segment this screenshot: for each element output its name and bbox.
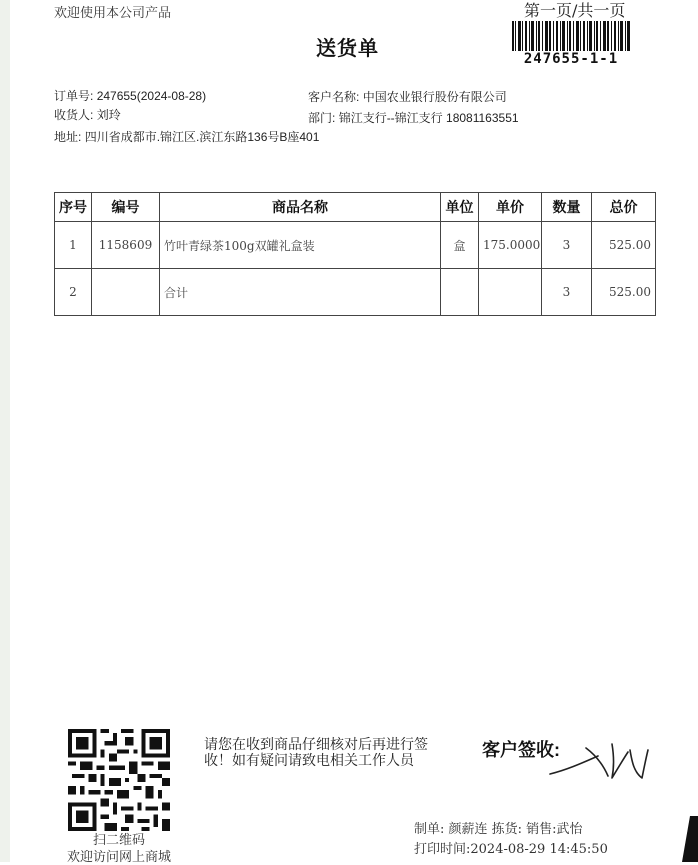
header-unit: 单位 <box>441 193 479 222</box>
receiver-label: 收货人: <box>54 108 94 122</box>
cell-index: 2 <box>55 269 92 316</box>
qr-code-icon <box>68 729 170 831</box>
cell-quantity: 3 <box>542 222 592 269</box>
header-total: 总价 <box>592 193 656 222</box>
customer-value: 中国农业银行股份有限公司 <box>362 90 507 104</box>
receiver-field <box>54 106 121 123</box>
order-number-field <box>54 87 206 104</box>
receiver-value: 刘玲 <box>96 108 121 122</box>
table-header-row <box>55 193 656 222</box>
cell-product-name: 竹叶青绿茶100g双罐礼盒装 <box>160 222 441 269</box>
receipt-notice: 请您在收到商品仔细核对后再进行签收！如有疑问请致电相关工作人员 <box>204 736 428 768</box>
customer-sign-label: 客户签收: <box>482 740 560 760</box>
table-row <box>55 222 656 269</box>
barcode-icon <box>512 21 630 51</box>
cell-product-name: 合计 <box>160 269 441 316</box>
header-index: 序号 <box>55 193 92 222</box>
address-field <box>54 128 319 145</box>
customer-field <box>308 88 507 105</box>
welcome-text: 欢迎使用本公司产品 <box>54 6 172 21</box>
header-unit-price: 单价 <box>479 193 542 222</box>
order-number-label: 订单号: <box>54 89 94 103</box>
cell-unit: 盒 <box>441 222 479 269</box>
cell-index: 1 <box>55 222 92 269</box>
staff-line: 制单: 颜薪连 拣货: 销售:武怡 <box>414 822 583 837</box>
address-value: 四川省成都市.锦江区.滨江东路136号B座401 <box>84 130 320 144</box>
customer-label: 客户名称: <box>308 90 360 104</box>
corner-shadow-icon <box>678 816 698 862</box>
header-quantity: 数量 <box>542 193 592 222</box>
cell-unit <box>441 269 479 316</box>
print-time: 打印时间:2024-08-29 14:45:50 <box>414 842 608 857</box>
address-label: 地址: <box>54 130 82 144</box>
cell-total: 525.00 <box>592 269 656 316</box>
header-code: 编号 <box>92 193 160 222</box>
document-title: 送货单 <box>316 38 379 60</box>
goods-table <box>54 192 656 316</box>
signature-icon <box>546 728 656 784</box>
department-value: 锦江支行--锦江支行 18081163551 <box>338 111 519 125</box>
department-label: 部门: <box>308 111 336 125</box>
table-row <box>55 269 656 316</box>
barcode-number: 247655-1-1 <box>523 51 619 67</box>
cell-code <box>92 269 160 316</box>
cell-total: 525.00 <box>592 222 656 269</box>
cell-code: 1158609 <box>92 222 160 269</box>
cell-unit-price: 175.0000 <box>479 222 542 269</box>
cell-unit-price <box>479 269 542 316</box>
qr-caption-visit: 欢迎访问网上商城 <box>66 850 171 865</box>
page-edge <box>0 0 10 862</box>
department-field <box>308 109 519 126</box>
cell-quantity: 3 <box>542 269 592 316</box>
header-product-name: 商品名称 <box>160 193 441 222</box>
qr-caption-scan: 扫二维码 <box>92 833 145 848</box>
page-indicator: 第一页/共一页 <box>524 1 626 20</box>
order-number-value: 247655(2024-08-28) <box>96 89 207 103</box>
